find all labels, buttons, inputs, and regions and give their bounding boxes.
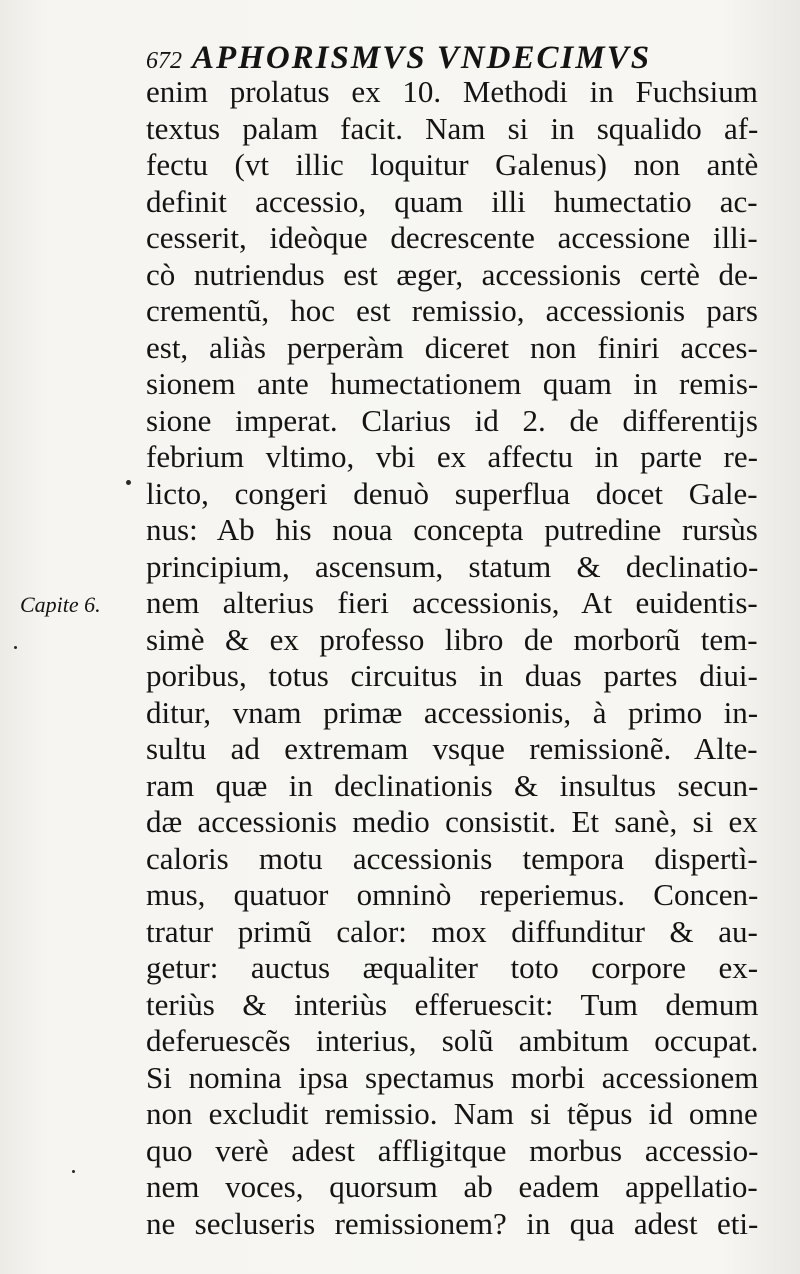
text-line: enim prolatus ex 10. Methodi in Fuchsium — [146, 74, 758, 109]
ink-speck — [72, 1170, 75, 1173]
ink-speck — [126, 480, 131, 485]
ink-speck — [14, 646, 17, 649]
text-line: febrium vltimo, vbi ex affectu in parte re- — [146, 439, 758, 474]
text-line: textus palam facit. Nam si in squalido af- — [146, 110, 759, 146]
text-line: Si nomina ipsa spectamus morbi accessionem — [146, 1059, 759, 1095]
text-line: deferuescẽs interius, solũ ambitum occupat. — [146, 1023, 759, 1058]
text-line: definit accessio, quam illi humectatio ac- — [146, 183, 758, 219]
text-line: sionem ante humectationem quam in remis- — [146, 366, 759, 401]
text-line: non excludit remissio. Nam si tẽpus id omne — [146, 1096, 758, 1131]
margin-note: Capite 6. — [20, 592, 101, 617]
page-number: 672 — [146, 48, 182, 74]
text-line: nem alterius fieri accessionis, At euidentis- — [146, 585, 758, 620]
text-line: sultu ad extremam vsque remissionẽ. Alte- — [146, 731, 758, 766]
text-line: cò nutriendus est æger, accessionis certè de- — [146, 256, 759, 292]
text-line: nus: Ab his noua concepta putredine rursùs — [146, 512, 758, 547]
text-line: caloris motu accessionis tempora dispertì- — [146, 840, 758, 876]
text-line: crementũ, hoc est remissio, accessionis pars — [146, 293, 758, 328]
text-line: ram quæ in declinationis & insultus secun- — [146, 767, 759, 803]
text-line: ne secluseris remissionem? in qua adest eti- — [146, 1205, 759, 1241]
text-line: ditur, vnam primæ accessionis, à primo in- — [146, 694, 759, 730]
text-line: fectu (vt illic loquitur Galenus) non antè — [146, 147, 759, 182]
text-line: nem voces, quorsum ab eadem appellatio- — [146, 1169, 758, 1204]
text-line: dæ accessionis medio consistit. Et sanè, si ex — [146, 804, 758, 839]
text-line: sione imperat. Clarius id 2. de differentijs — [146, 402, 758, 438]
text-line: quo verè adest affligitque morbus accessio- — [146, 1132, 759, 1168]
text-line: principium, ascensum, statum & declinatio- — [146, 548, 759, 584]
text-line: tratur primũ calor: mox diffunditur & au- — [146, 913, 758, 949]
running-head-title: APHORISMVS VNDECIMVS — [192, 40, 652, 76]
text-line: poribus, totus circuitus in duas partes diui- — [146, 658, 758, 693]
text-line: cesserit, ideòque decrescente accessione illi- — [146, 220, 758, 255]
text-line: simè & ex professo libro de morborũ tem- — [146, 621, 758, 657]
text-line: est, aliàs perperàm diceret non finiri acces- — [146, 329, 758, 365]
text-line: getur: auctus æqualiter toto corpore ex- — [146, 950, 759, 985]
text-line: licto, congeri denuò superflua docet Gale- — [146, 475, 758, 511]
text-line: teriùs & interiùs efferuescit: Tum demum — [146, 986, 759, 1022]
body-text — [146, 74, 766, 1242]
text-line: mus, quatuor omninò reperiemus. Concen- — [146, 877, 759, 912]
